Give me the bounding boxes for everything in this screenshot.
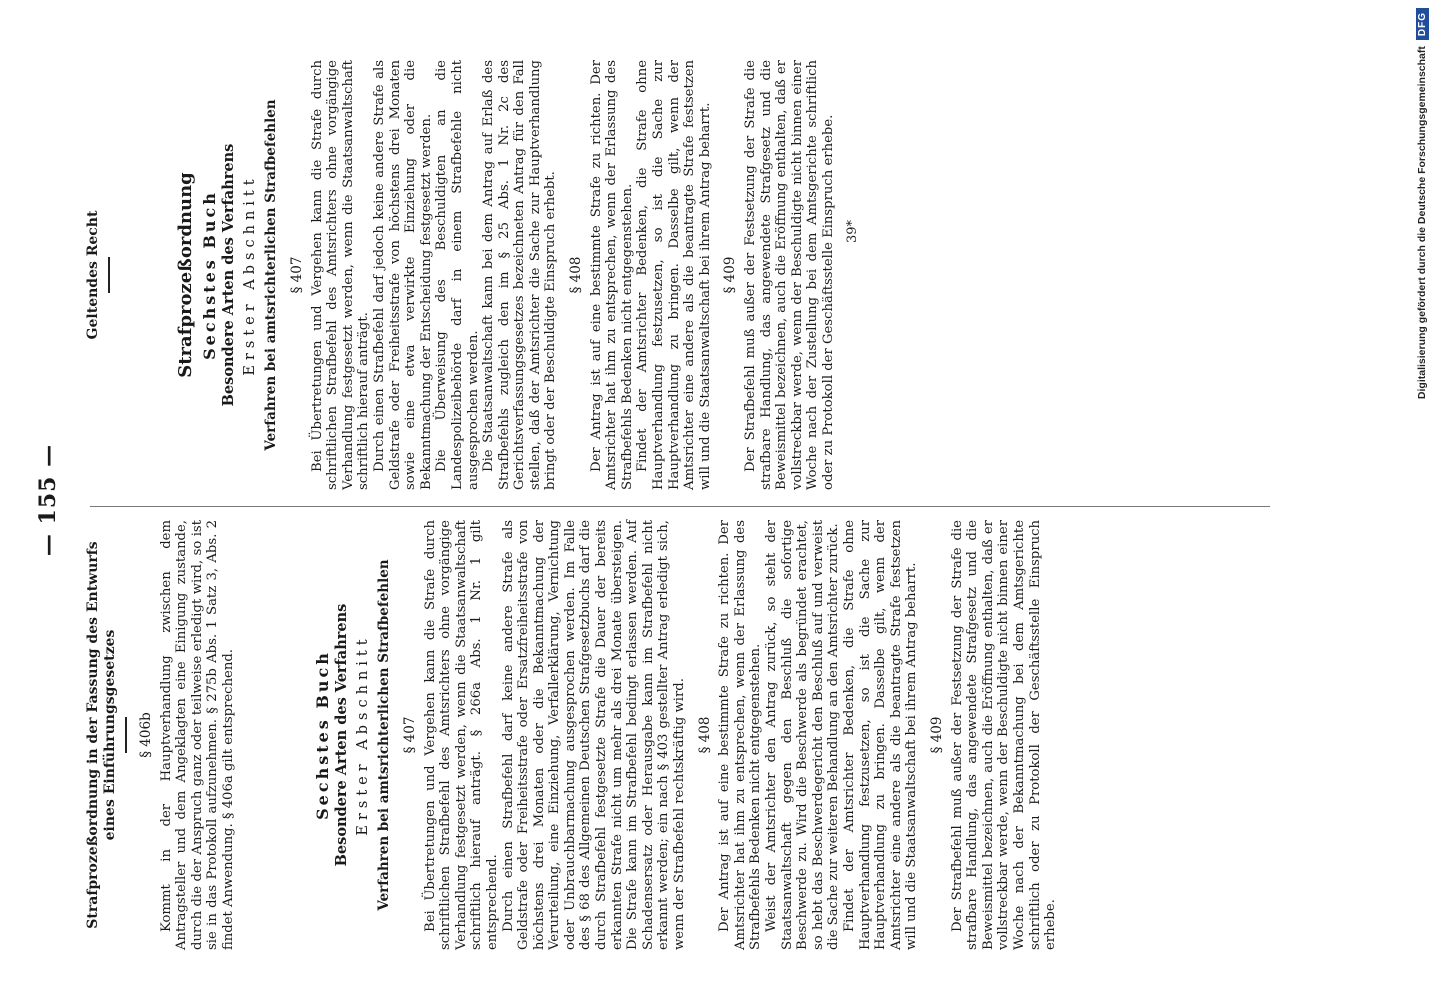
- right-abschnitt: Erster Abschnitt: [241, 174, 258, 376]
- column-divider: [90, 506, 1270, 507]
- left-408-para-3: Findet der Amtsrichter Bedenken, die Strafe ohne Hauptverhandlung festzusetzen, so ist die Sache zur Hauptverhandlung zu bringen. Dasselbe gilt, wenn der Amtsrichter eine andere als die beantragte Strafe festsetzen will und die Staatsanwaltschaft bei ihrem Antrag beharrt.: [841, 520, 920, 950]
- right-abschnitt-title: Verfahren bei amtsrichterlichen Strafbefehlen: [263, 99, 280, 451]
- right-column-current-law: [85, 60, 860, 490]
- right-407-para-2: Durch einen Strafbefehl darf jedoch keine andere Strafe als Geldstrafe oder Freiheitsstrafe von höchstens drei Monaten sowie eine etwa verwirkte Einziehung oder die Bekanntmachung der Entscheidung festgesetzt werden.: [371, 60, 434, 490]
- right-section-407-label: § 407: [288, 256, 305, 294]
- left-column-draft: [85, 520, 1059, 950]
- left-section-408-label: § 408: [696, 716, 713, 754]
- spacer: [237, 520, 307, 950]
- rotated-document-page: [0, 20, 1375, 980]
- left-book-subtitle: Besondere Arten des Verfahrens: [333, 603, 351, 867]
- right-book-subtitle: Besondere Arten des Verfahrens: [220, 143, 238, 407]
- left-409-para-1: Der Strafbefehl muß außer der Festsetzung der Strafe die strafbare Handlung, das angewendete Strafgesetz und die Beweismittel bezeichnen, auch die Eröffnung enthalten, daß er vollstreckbar werde, wenn der Beschuldigte nicht binnen einer Woche nach der Bekanntmachung bei dem Amtsgerichte schriftlich oder zu Protokoll der Geschäftsstelle Einspruch erhebe.: [949, 520, 1059, 950]
- right-407-para-3: Die Überweisung des Beschuldigten an die Landespolizeibehörde darf in einem Strafbefehle nicht ausgesprochen werden.: [434, 60, 481, 490]
- left-section-407-label: § 407: [401, 716, 418, 754]
- right-column-heading: Geltendes Recht: [85, 210, 101, 340]
- credit-text: Digitalisierung gefördert durch die Deutsche Forschungsgemeinschaft: [1416, 46, 1428, 400]
- digitization-credit: [1413, 8, 1431, 992]
- page-signature-mark: 39*: [844, 220, 860, 244]
- right-407-para-4: Die Staatsanwaltschaft kann bei dem Antrag auf Erlaß des Strafbefehls zugleich den im § 25 Abs. 1 Nr. 2c des Gerichtsverfassungsgesetzes bezeichneten Antrag für den Fall stellen, daß der Amtsrichter die Sache zur Hauptverhandlung bringt oder der Beschuldigte Einspruch erhebt.: [481, 60, 559, 490]
- left-408-para-1: Der Antrag ist auf eine bestimmte Strafe zu richten. Der Amtsrichter hat ihm zu entsprechen, wenn der Erlassung des Strafbefehls Bedenken nicht entgegenstehen.: [717, 520, 764, 950]
- left-abschnitt: Erster Abschnitt: [354, 634, 371, 836]
- right-408-para-2: Findet der Amtsrichter Bedenken, die Strafe ohne Hauptverhandlung festzusetzen, so ist die Sache zur Hauptverhandlung zu bringen. Dasselbe gilt, wenn der Amtsrichter eine andere als die beantragte Strafe festsetzen will und die Staatsanwaltschaft bei ihrem Antrag beharrt.: [635, 60, 713, 490]
- section-406b-label: § 406b: [138, 712, 154, 758]
- heading-rule: [108, 257, 110, 293]
- left-column-heading: Strafprozeßordnung in der Fassung des Entwurfs eines Einführungsgesetzes: [85, 541, 118, 929]
- right-408-para-1: Der Antrag ist auf eine bestimmte Strafe zu richten. Der Amtsrichter hat ihm zu entsprechen, wenn der Erlassung des Strafbefehls Bedenken nicht entgegenstehen.: [588, 60, 635, 490]
- left-408-para-2: Weist der Amtsrichter den Antrag zurück, so steht der Staatsanwaltschaft gegen den Beschluß die sofortige Beschwerde zu. Wird die Beschwerde als begründet erachtet, so hebt das Beschwerdegericht den Beschluß auf und verweist die Sache zur weiteren Behandlung an den Amtsrichter zurück.: [764, 520, 842, 950]
- section-406b-text: Kommt in der Hauptverhandlung zwischen dem Antragsteller und dem Angeklagten eine Einigung zustande, durch die der Anspruch ganz oder teilweise erledigt wird, so ist sie in das Protokoll aufzunehmen. § 275b Abs. 1 Satz 3, Abs. 2 findet Anwendung. § 406a gilt entsprechend.: [158, 520, 236, 950]
- heading-rule: [125, 717, 127, 753]
- page-number: — 155 —: [35, 443, 61, 557]
- left-407-para-1: Bei Übertretungen und Vergehen kann die Strafe durch schriftlichen Strafbefehl des Amtsrichters ohne vorgängige Verhandlung festgesetzt werden, wenn die Staatsanwaltschaft schriftlich hierauf anträgt. § 266a Abs. 1 Nr. 1 gilt entsprechend.: [422, 520, 500, 950]
- right-section-408-label: § 408: [568, 256, 585, 294]
- right-section-409-label: § 409: [722, 256, 739, 294]
- left-section-409-label: § 409: [928, 716, 945, 754]
- right-409-para-1: Der Strafbefehl muß außer der Festsetzung der Strafe die strafbare Handlung, das angewendete Strafgesetz und die Beweismittel bezeichnen, auch die Eröffnung enthalten, daß er vollstreckbar werde, wenn der Beschuldigte nicht binnen einer Woche nach der Zustellung bei dem Amtsgerichte schriftlich oder zu Protokoll der Geschäftsstelle Einspruch erhebe.: [743, 60, 836, 490]
- left-book-title: Sechstes Buch: [312, 650, 332, 820]
- right-book-title: Sechstes Buch: [199, 190, 219, 360]
- dfg-logo-icon: DFG: [1416, 8, 1429, 40]
- left-407-para-2: Durch einen Strafbefehl darf keine andere Strafe als Geldstrafe oder Freiheitsstrafe oder Ersatzfreiheitsstrafe von höchstens drei Monaten oder die Bekanntmachung der Verurteilung, eine Einziehung, Verfallerklärung, Vernichtung oder Unbrauchbarmachung ausgesprochen werden. Im Falle des § 68 des Allgemeinen Deutschen Strafgesetzbuchs darf die durch Strafbefehl festgesetzte Strafe die Dauer der bereits erkannten Strafe nicht um mehr als drei Monate übersteigen. Die Strafe kann im Strafbefehl bedingt erlassen werden. Auf Schadensersatz oder Herausgabe kann im Strafbefehl nicht erkannt werden; ein nach § 403 gestellter Antrag erledigt sich, wenn der Strafbefehl rechtskräftig wird.: [500, 520, 688, 950]
- right-407-para-1: Bei Übertretungen und Vergehen kann die Strafe durch schriftlichen Strafbefehl des Amtsrichters ohne vorgängige Verhandlung festgesetzt werden, wenn die Staatsanwaltschaft schriftlich hierauf anträgt.: [309, 60, 372, 490]
- left-abschnitt-title: Verfahren bei amtsrichterlichen Strafbefehlen: [376, 559, 393, 911]
- spacer: [122, 60, 162, 490]
- law-title: Strafprozeßordnung: [175, 172, 196, 378]
